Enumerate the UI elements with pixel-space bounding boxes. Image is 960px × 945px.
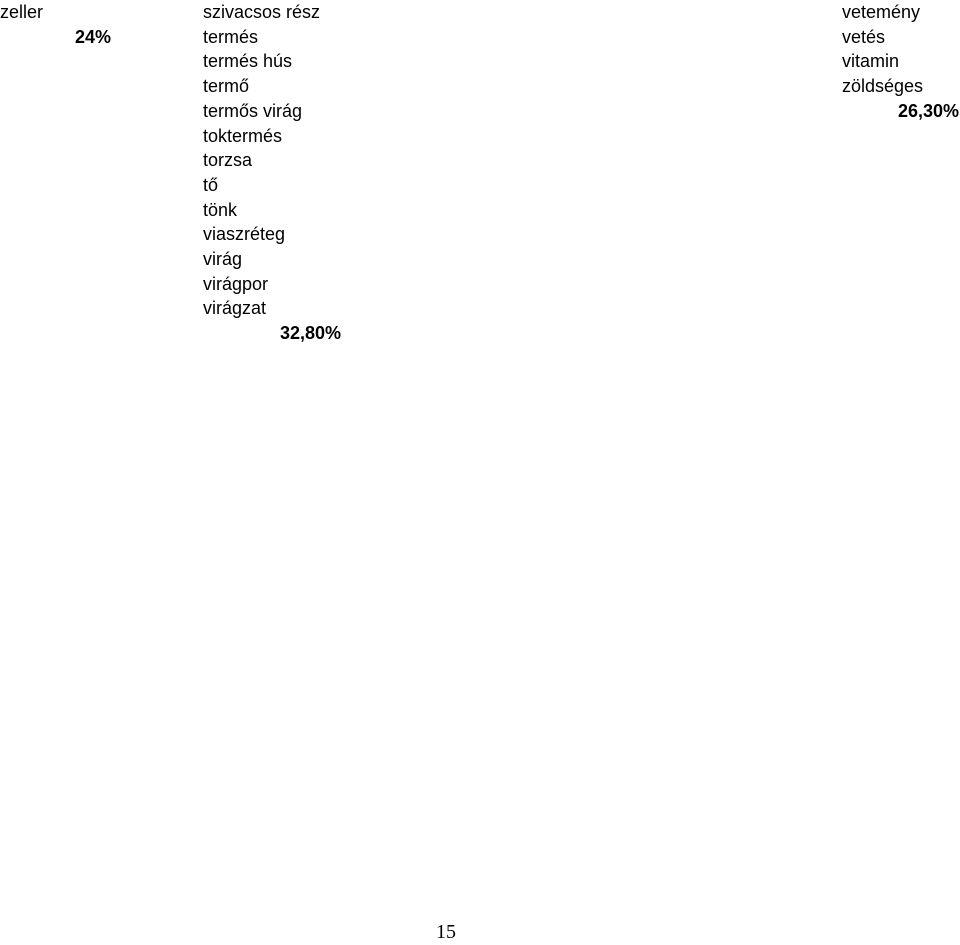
word-column-middle [203,0,363,346]
list-item: torzsa [203,150,253,171]
word-column-right [842,0,960,124]
list-item: tő [203,174,219,195]
list-item: virágzat [203,298,267,319]
list-item: zeller [0,2,44,22]
list-item: vitamin [842,51,900,72]
list-item: virágpor [203,273,269,294]
list-item: termős virág [203,100,303,121]
percentage-value: 32,80% [279,323,341,344]
list-item: virág [203,249,243,270]
list-item: vetemény [842,2,921,22]
list-item: tönk [203,199,238,220]
percentage-value: 26,30% [897,100,959,121]
list-item: vetés [842,26,886,47]
list-item: viaszréteg [203,224,286,245]
list-item: szivacsos rész [203,2,321,22]
list-item: toktermés [203,125,283,146]
word-column-left [0,0,120,49]
percentage-value: 24% [75,26,112,47]
page-number: 15 [436,921,456,943]
list-item: termés hús [203,51,293,72]
list-item: termés [203,26,259,47]
list-item: zöldséges [842,76,924,97]
list-item: termő [203,76,250,97]
